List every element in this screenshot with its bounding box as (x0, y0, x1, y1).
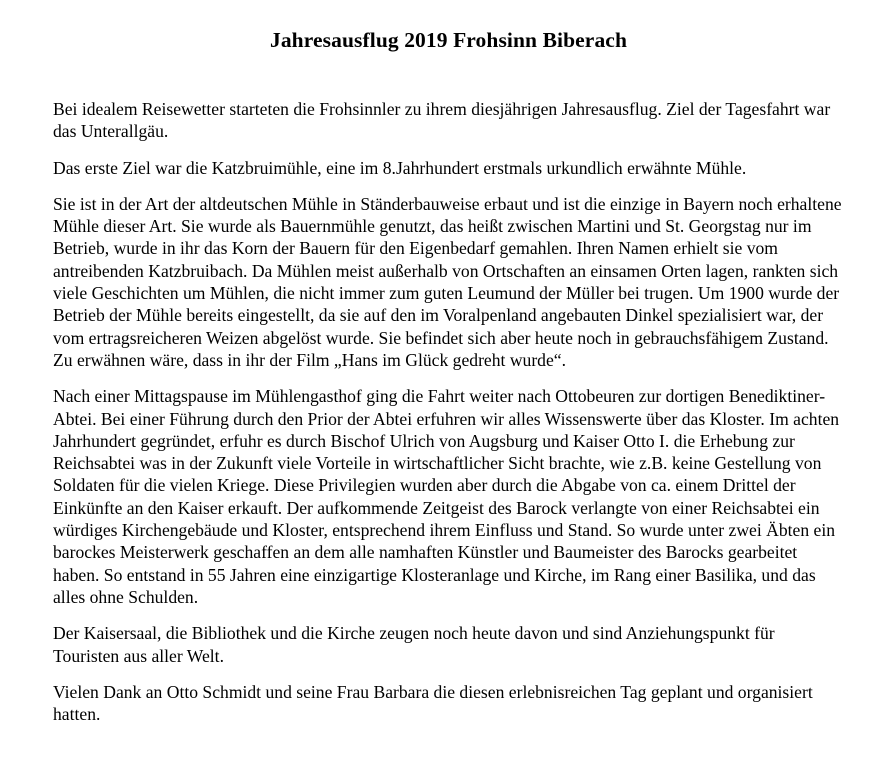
paragraph-thanks: Vielen Dank an Otto Schmidt und seine Frau Barbara die diesen erlebnisreichen Tag geplant und organisiert hatten. (53, 681, 813, 725)
paragraph-kaisersaal: Der Kaisersaal, die Bibliothek und die Kirche zeugen noch heute davon und sind Anziehungspunkt für Touristen aus aller Welt. (53, 623, 775, 666)
paragraph-mill-history: Sie ist in der Art der altdeutschen Mühle in Ständerbauweise erbaut und ist die einzige in Bayern noch erhaltene Mühle dieser Art. Sie wurde als Bauernmühle genutzt, das heißt zwischen Martini und St. Georgstag nur im Betrieb, wurde in ihr das Korn der Bauern für den Eigenbedarf gemahlen. Ihren Namen erhielt sie vom antreibenden Katzbruibach. Da Mühlen meist außerhalb von Ortschaften an einsamen Orten lagen, rankten sich viele Geschichten um Mühlen, die nicht immer zum guten Leumund der Müller bei trugen. Um 1900 wurde der Betrieb der Mühle bereits eingestellt, da sie auf den im Voralpenland angebauten Dinkel spezialisiert war, der vom ertragsreicheren Weizen abgelöst wurde. Sie befindet sich aber heute noch in gebrauchsfähigem Zustand. Zu erwähnen wäre, dass in ihr der Film „Hans im Glück gedreht wurde“. (53, 193, 842, 370)
paragraph-first-destination: Das erste Ziel war die Katzbruimühle, eine im 8.Jahrhundert erstmals urkundlich erwähnte Mühle. (53, 157, 747, 178)
paragraph-ottobeuren-abbey: Nach einer Mittagspause im Mühlengasthof ging die Fahrt weiter nach Ottobeuren zur dortigen Benediktiner-Abtei. Bei einer Führung durch den Prior der Abtei erfuhren wir alles Wissenswerte über das Kloster. Im achten Jahrhundert gegründet, erfuhr es durch Bischof Ulrich von Augsburg und Kaiser Otto I. die Erhebung zur Reichsabtei was in der Zukunft viele Vorteile in wirtschaftlicher Sicht brachte, wie z.B. keine Gestellung von Soldaten für die vielen Kriege. Diese Privilegien wurden aber durch die Abgabe von ca. einem Drittel der Einkünfte an den Kaiser erkauft. Der aufkommende Zeitgeist des Barock verlangte von einer Reichsabtei ein würdiges Kirchengebäude und Kloster, entsprechend ihrem Einfluss und Stand. So wurde unter zwei Äbten ein barockes Meisterwerk geschaffen an dem alle namhaften Künstler und Baumeister des Barocks gearbeitet haben. So entstand in 55 Jahren eine einzigartige Klosteranlage und Kirche, im Rang einer Basilika, und das alles ohne Schulden. (53, 386, 840, 607)
document-title: Jahresausflug 2019 Frohsinn Biberach (269, 28, 628, 52)
paragraph-intro: Bei idealem Reisewetter starteten die Frohsinnler zu ihrem diesjährigen Jahresausflug. Ziel der Tagesfahrt war das Unterallgäu. (53, 99, 831, 142)
